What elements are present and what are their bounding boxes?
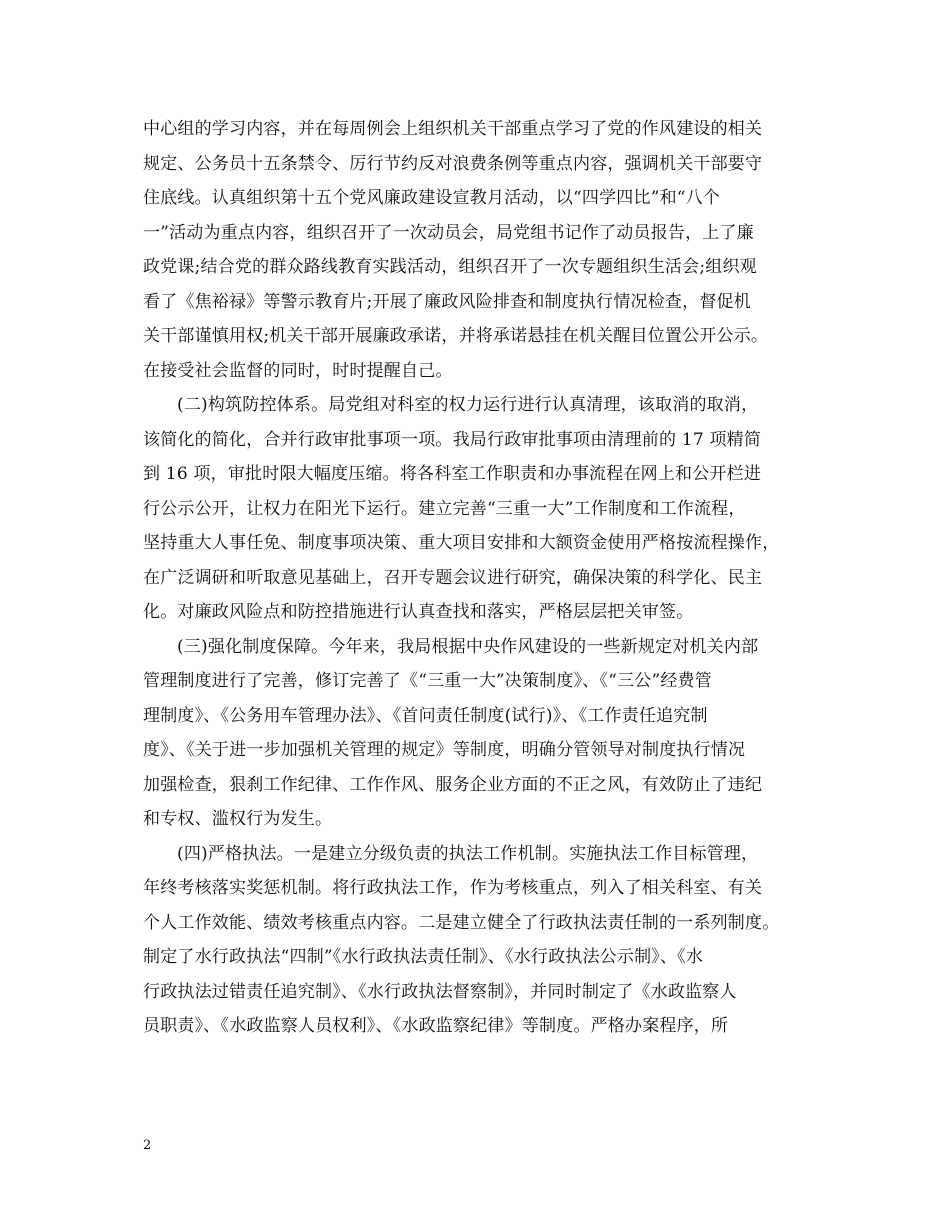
text-line: 规定、公务员十五条禁令、厉行节约反对浪费条例等重点内容，强调机关干部要守 xyxy=(143,153,763,174)
text-line: 在接受社会监督的同时，时时提醒自己。 xyxy=(143,360,453,381)
text-line: 到 16 项，审批时限大幅度压缩。将各科室工作职责和办事流程在网上和公开栏进 xyxy=(143,464,762,484)
text-line: 关干部谨慎用权;机关干部开展廉政承诺，并将承诺悬挂在机关醒目位置公开公示。 xyxy=(143,326,769,346)
page-number: 2 xyxy=(143,1138,152,1153)
text-line: 看了《焦裕禄》等警示教育片;开展了廉政风险排查和制度执行情况检查，督促机 xyxy=(143,291,751,312)
text-line: (二)构筑防控体系。局党组对科室的权力运行进行认真清理，该取消的取消， xyxy=(177,395,759,415)
text-line: (三)强化制度保障。今年来，我局根据中央作风建设的一些新规定对机关内部 xyxy=(177,636,759,657)
text-line: 一”活动为重点内容，组织召开了一次动员会，局党组书记作了动员报告，上了廉 xyxy=(143,222,754,243)
text-line: 坚持重大人事任免、制度事项决策、重大项目安排和大额资金使用严格按流程操作， xyxy=(143,533,780,553)
text-line: 行政执法过错责任追究制》、《水行政执法督察制》，并同时制定了《水政监察人 xyxy=(143,981,737,1002)
text-line: 政党课;结合党的群众路线教育实践活动，组织召开了一次专题组织生活会;组织观 xyxy=(143,257,757,277)
text-line: 个人工作效能、绩效考核重点内容。二是建立健全了行政执法责任制的一系列制度。 xyxy=(143,912,780,933)
text-line: 年终考核落实奖惩机制。将行政执法工作，作为考核重点，列入了相关科室、有关 xyxy=(143,878,763,898)
document-body xyxy=(143,112,819,1044)
text-line: 加强检查，狠刹工作纪律、工作作风、服务企业方面的不正之风，有效防止了违纪 xyxy=(143,774,763,795)
text-line: 管理制度进行了完善，修订完善了《“三重一大”决策制度》、《“三公”经费管 xyxy=(143,671,712,691)
text-line: 员职责》、《水政监察人员权利》、《水政监察纪律》等制度。严格办案程序，所 xyxy=(143,1016,729,1036)
text-line: 中心组的学习内容，并在每周例会上组织机关干部重点学习了党的作风建设的相关 xyxy=(143,119,763,139)
text-line: 该简化的简化，合并行政审批事项一项。我局行政审批事项由清理前的 17 项精简 xyxy=(143,429,762,450)
text-line: 理制度》、《公务用车管理办法》、《首问责任制度(试行)》、《工作责任追究制 xyxy=(143,705,708,726)
text-line: 在广泛调研和听取意见基础上，召开专题会议进行研究，确保决策的科学化、民主 xyxy=(143,567,763,588)
text-line: 度》、《关于进一步加强机关管理的规定》等制度，明确分管领导对制度执行情况 xyxy=(143,740,746,760)
text-line: (四)严格执法。一是建立分级负责的执法工作机制。实施执法工作目标管理， xyxy=(177,843,759,864)
text-line: 和专权、滥权行为发生。 xyxy=(143,809,333,829)
text-line: 化。对廉政风险点和防控措施进行认真查找和落实，严格层层把关审签。 xyxy=(143,602,694,622)
text-line: 行公示公开，让权力在阳光下运行。建立完善“三重一大”工作制度和工作流程， xyxy=(143,498,746,519)
text-line: 住底线。认真组织第十五个党风廉政建设宣教月活动，以“四学四比”和“八个 xyxy=(143,188,721,208)
text-line: 制定了水行政执法“四制”《水行政执法责任制》、《水行政执法公示制》、《水 xyxy=(143,947,704,967)
